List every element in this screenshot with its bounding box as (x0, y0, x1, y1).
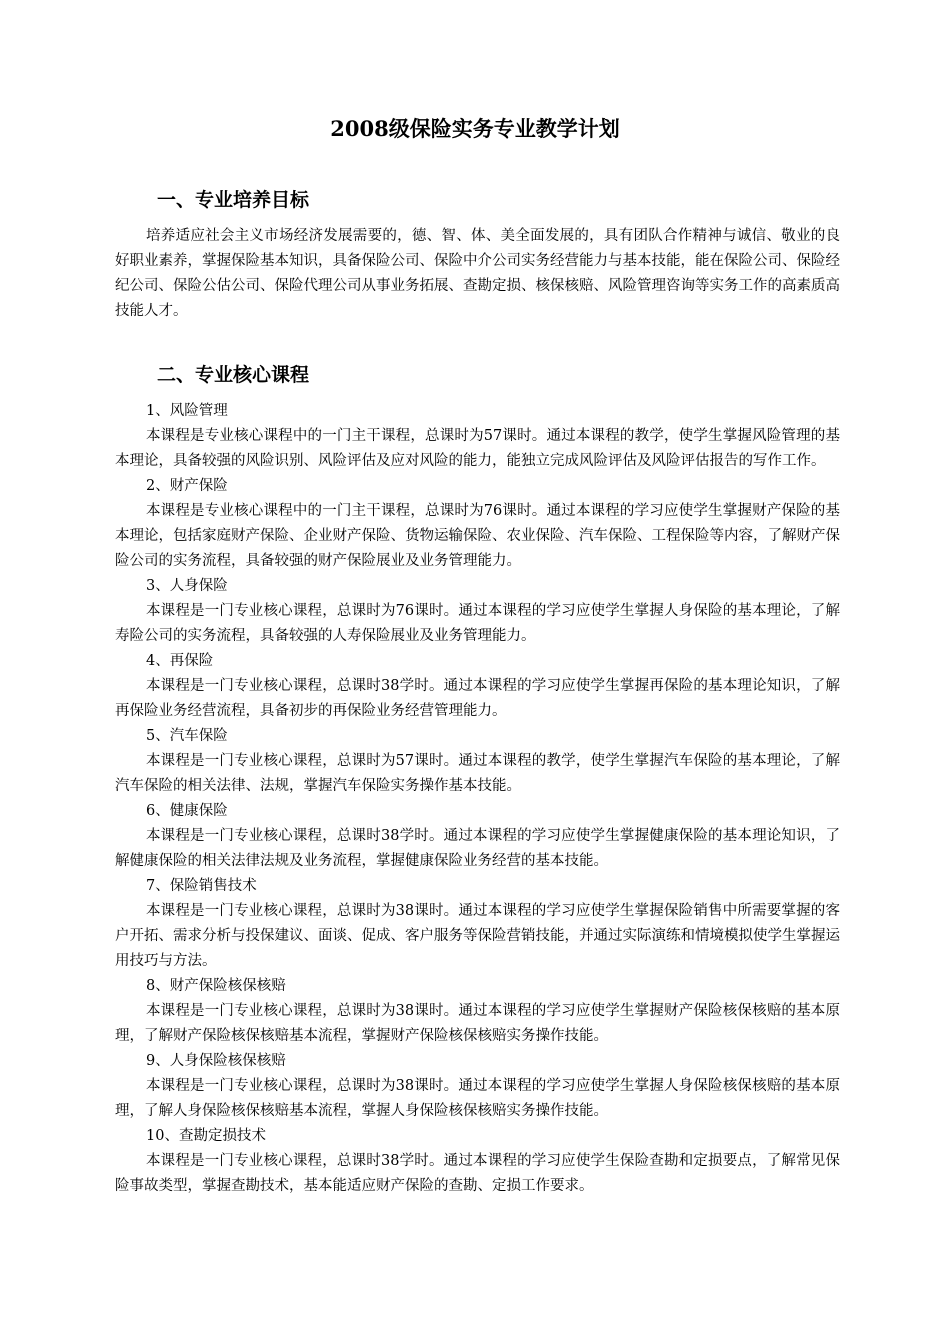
course-description: 本课程是一门专业核心课程，总课时为38课时。通过本课程的学习应使学生掌握保险销售中所需要掌握的客户开拓、需求分析与投保建议、面谈、促成、客户服务等保险营销技能，并通过实际演练和情境模拟使学生掌握运用技巧与方法。 (115, 903, 840, 969)
course-title: 9、人身保险核保核赔 (146, 1053, 286, 1069)
course-description: 本课程是一门专业核心课程，总课时为76课时。通过本课程的学习应使学生掌握人身保险的基本理论，了解寿险公司的实务流程，具备较强的人寿保险展业及业务管理能力。 (115, 603, 840, 644)
section-heading-training-goal: 一、专业培养目标 (157, 189, 310, 211)
course-description: 本课程是一门专业核心课程，总课时38学时。通过本课程的学习应使学生保险查勘和定损要点，了解常见保险事故类型，掌握查勘技术，基本能适应财产保险的查勘、定损工作要求。 (115, 1153, 840, 1194)
course-item (115, 1124, 840, 1199)
course-item (115, 1049, 840, 1124)
page-title: 2008级保险实务专业教学计划 (330, 116, 620, 141)
course-description: 本课程是一门专业核心课程，总课时为38课时。通过本课程的学习应使学生掌握财产保险核保核赔的基本原理，了解财产保险核保核赔基本流程，掌握财产保险核保核赔实务操作技能。 (115, 1003, 840, 1044)
training-goal-paragraph: 培养适应社会主义市场经济发展需要的，德、智、体、美全面发展的，具有团队合作精神与诚信、敬业的良好职业素养，掌握保险基本知识，具备保险公司、保险中介公司实务经营能力与基本技能，能在保险公司、保险经纪公司、保险公估公司、保险代理公司从事业务拓展、查勘定损、核保核赔、风险管理咨询等实务工作的高素质高技能人才。 (115, 228, 840, 319)
course-item (115, 574, 840, 649)
course-title: 8、财产保险核保核赔 (146, 978, 286, 994)
course-description: 本课程是一门专业核心课程，总课时38学时。通过本课程的学习应使学生掌握健康保险的基本理论知识，了解健康保险的相关法律法规及业务流程，掌握健康保险业务经营的基本技能。 (115, 828, 840, 869)
course-description: 本课程是专业核心课程中的一门主干课程，总课时为76课时。通过本课程的学习应使学生掌握财产保险的基本理论，包括家庭财产保险、企业财产保险、货物运输保险、农业保险、汽车保险、工程保险等内容，了解财产保险公司的实务流程，具备较强的财产保险展业及业务管理能力。 (115, 503, 840, 569)
course-title: 2、财产保险 (146, 478, 228, 494)
course-description: 本课程是一门专业核心课程，总课时为38课时。通过本课程的学习应使学生掌握人身保险核保核赔的基本原理，了解人身保险核保核赔基本流程，掌握人身保险核保核赔实务操作技能。 (115, 1078, 840, 1119)
course-description: 本课程是专业核心课程中的一门主干课程，总课时为57课时。通过本课程的教学，使学生掌握风险管理的基本理论，具备较强的风险识别、风险评估及应对风险的能力，能独立完成风险评估及风险评估报告的写作工作。 (115, 428, 840, 469)
course-title: 5、汽车保险 (146, 728, 228, 744)
course-item (115, 399, 840, 474)
course-item (115, 974, 840, 1049)
course-item (115, 874, 840, 974)
course-title: 4、再保险 (146, 653, 214, 669)
course-item (115, 474, 840, 574)
course-title: 1、风险管理 (146, 403, 228, 419)
course-item (115, 724, 840, 799)
section-heading-core-courses: 二、专业核心课程 (157, 364, 310, 386)
course-title: 7、保险销售技术 (146, 878, 257, 894)
course-title: 6、健康保险 (146, 803, 228, 819)
course-title: 3、人身保险 (146, 578, 228, 594)
course-title: 10、查勘定损技术 (146, 1128, 266, 1144)
course-description: 本课程是一门专业核心课程，总课时为57课时。通过本课程的教学，使学生掌握汽车保险的基本理论，了解汽车保险的相关法律、法规，掌握汽车保险实务操作基本技能。 (115, 753, 840, 794)
course-item (115, 799, 840, 874)
course-item (115, 649, 840, 724)
course-description: 本课程是一门专业核心课程，总课时38学时。通过本课程的学习应使学生掌握再保险的基本理论知识，了解再保险业务经营流程，具备初步的再保险业务经营管理能力。 (115, 678, 840, 719)
course-list (115, 399, 840, 1199)
